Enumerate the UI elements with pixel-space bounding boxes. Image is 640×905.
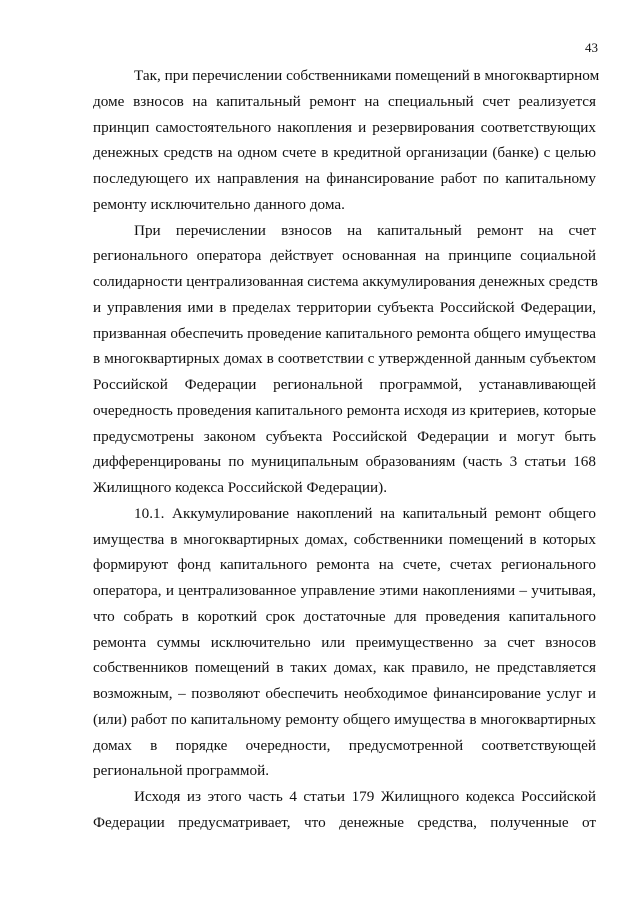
paragraph: [93, 784, 596, 836]
paragraph: [93, 501, 596, 784]
text-line: Исходя из этого часть 4 статьи 179 Жилищного кодекса Российской: [134, 788, 596, 805]
paragraph: [93, 218, 596, 501]
text-line: формируют фонд капитального ремонта на счете, счетах регионального: [93, 556, 596, 574]
text-line: очередность проведения капитального ремонта исходя из критериев, которые: [93, 401, 596, 419]
text-line: что собрать в короткий срок достаточные для проведения капитального: [93, 607, 596, 625]
text-line: оператора, и централизованное управление этими накоплениями – учитывая,: [93, 582, 596, 599]
text-line: (или) работ по капитальному ремонту общего имущества в многоквартирных: [93, 710, 596, 728]
text-line: в многоквартирных домах в соответствии с утвержденной данным субъектом: [93, 350, 596, 368]
text-line: денежных средств на одном счете в кредитной организации (банке) с целью: [93, 144, 596, 162]
text-line: Федерации предусматривает, что денежные средства, полученные от: [93, 813, 596, 831]
text-line: принцип самостоятельного накопления и резервирования соответствующих: [93, 118, 596, 136]
text-line: дифференцированы по муниципальным образованиям (часть 3 статьи 168: [93, 453, 596, 471]
text-line: призванная обеспечить проведение капитального ремонта общего имущества: [93, 324, 596, 342]
text-line: предусмотрены законом субъекта Российской Федерации и могут быть: [93, 427, 596, 445]
text-line: регионального оператора действует основанная на принципе социальной: [93, 247, 596, 265]
page-number: 43: [585, 40, 598, 55]
text-line: ремонта суммы исключительно или преимущественно за счет взносов: [93, 633, 596, 651]
text-line: Жилищного кодекса Российской Федерации).: [93, 479, 388, 496]
text-line: возможным, – позволяют обеспечить необходимое финансирование услуг и: [93, 685, 596, 702]
text-line: имущества в многоквартирных домах, собственники помещений в которых: [93, 530, 596, 548]
text-line: последующего их направления на финансирование работ по капитальному: [93, 170, 596, 187]
text-line: ремонту исключительно данного дома.: [93, 195, 345, 213]
paragraph: [93, 63, 600, 218]
text-line: При перечислении взносов на капитальный ремонт на счет: [134, 221, 596, 239]
text-line: 10.1. Аккумулирование накоплений на капитальный ремонт общего: [134, 504, 596, 522]
text-line: доме взносов на капитальный ремонт на специальный счет реализуется: [93, 92, 596, 110]
text-line: собственников помещений в таких домах, как правило, не представляется: [93, 659, 596, 677]
text-line: и управления ими в пределах территории субъекта Российской Федерации,: [93, 298, 596, 316]
text-line: Так, при перечислении собственниками помещений в многоквартирном: [134, 67, 600, 84]
text-line: Российской Федерации региональной программой, устанавливающей: [93, 376, 596, 393]
text-line: домах в порядке очередности, предусмотренной соответствующей: [93, 736, 596, 754]
text-line: региональной программой.: [93, 762, 270, 780]
body-text: [93, 63, 600, 836]
text-line: солидарности централизованная система аккумулирования денежных средств: [93, 273, 598, 290]
